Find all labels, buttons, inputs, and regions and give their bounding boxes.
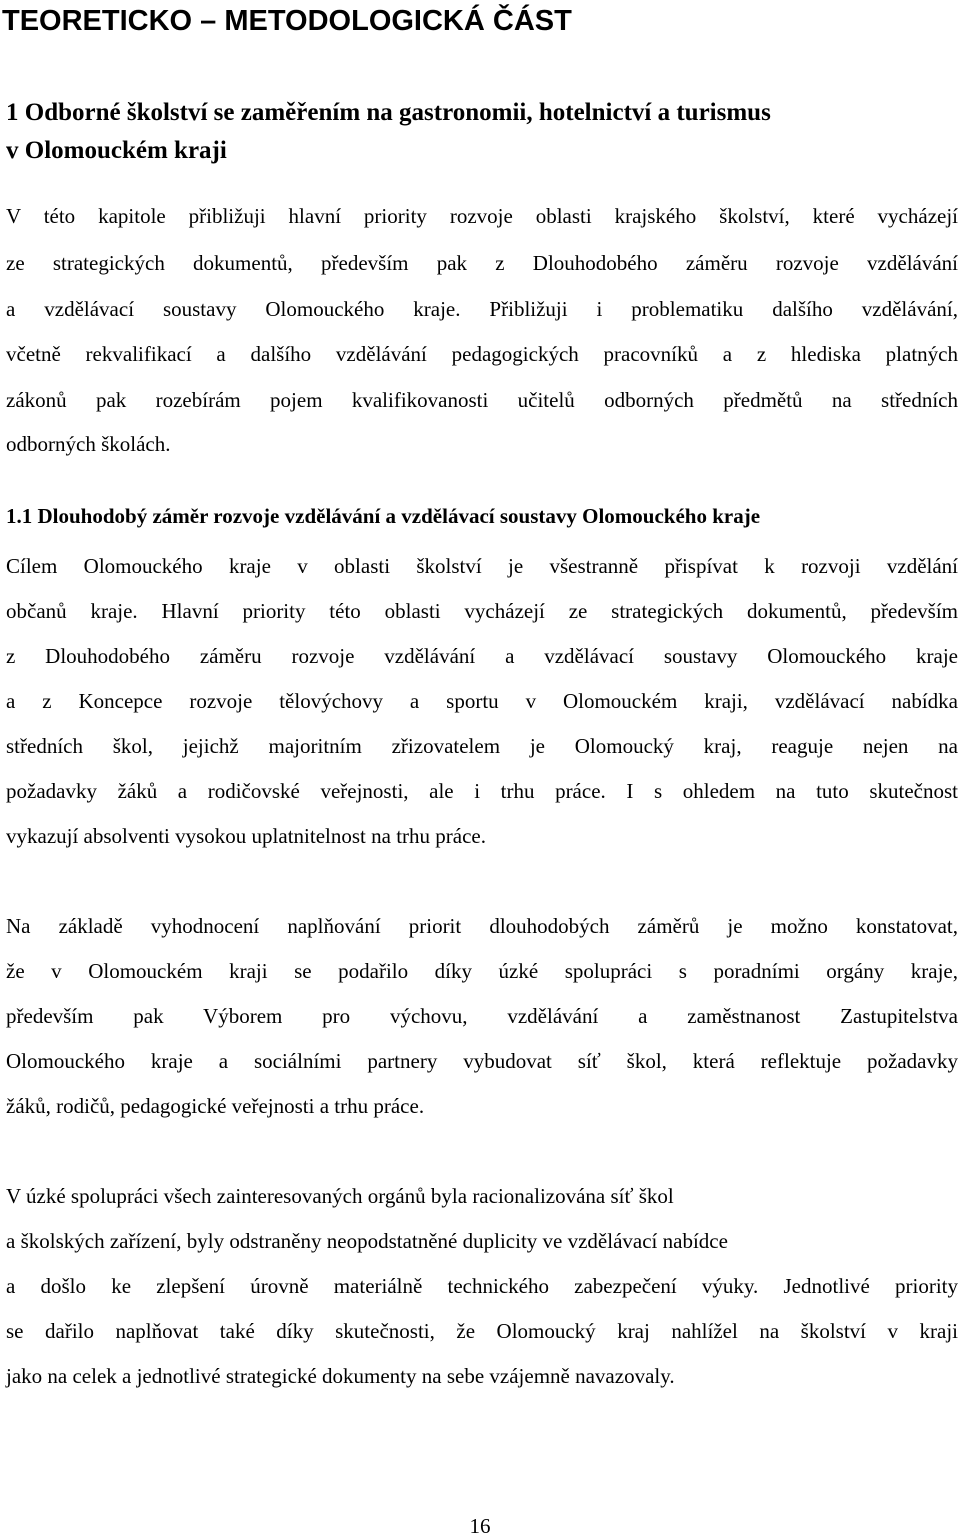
paragraph-line: se dařilo naplňovat také díky skutečnosti, že Olomoucký kraj nahlížel na školství v kraji bbox=[6, 1319, 958, 1343]
paragraph-line: z Dlouhodobého záměru rozvoje vzdělávání a vzdělávací soustavy Olomouckého kraje bbox=[6, 644, 958, 668]
paragraph-line: a školských zařízení, byly odstraněny neopodstatněné duplicity ve vzdělávací nabídce bbox=[6, 1229, 728, 1253]
paragraph-line: zákonů pak rozebírám pojem kvalifikovanosti učitelů odborných předmětů na středních bbox=[6, 388, 958, 412]
paragraph-line: žáků, rodičů, pedagogické veřejnosti a trhu práce. bbox=[6, 1094, 425, 1118]
paragraph-line: a došlo ke zlepšení úrovně materiálně technického zabezpečení výuky. Jednotlivé priority bbox=[6, 1274, 958, 1298]
paragraph-line: Olomouckého kraje a sociálními partnery vybudovat síť škol, která reflektuje požadavky bbox=[6, 1049, 958, 1073]
paragraph-line: středních škol, jejichž majoritním zřizovatelem je Olomoucký kraj, reaguje nejen na bbox=[6, 734, 958, 758]
paragraph-line: občanů kraje. Hlavní priority této oblasti vycházejí ze strategických dokumentů, především bbox=[6, 599, 958, 623]
paragraph-line: požadavky žáků a rodičovské veřejnosti, ale i trhu práce. I s ohledem na tuto skutečnost bbox=[6, 779, 958, 803]
paragraph-line: V úzké spolupráci všech zainteresovaných orgánů byla racionalizována síť škol bbox=[6, 1184, 674, 1208]
paragraph-line: a vzdělávací soustavy Olomouckého kraje. Přibližuji i problematiku dalšího vzdělávání, bbox=[6, 297, 958, 321]
chapter-title: TEORETICKO – METODOLOGICKÁ ČÁST bbox=[2, 5, 572, 37]
paragraph-line: V této kapitole přibližuji hlavní priority rozvoje oblasti krajského školství, které vycházejí bbox=[6, 204, 958, 228]
page-number: 16 bbox=[469, 1514, 491, 1538]
paragraph-line: vykazují absolventi vysokou uplatnitelnost na trhu práce. bbox=[6, 824, 486, 848]
section-1-title-line-1: 1 Odborné školství se zaměřením na gastronomii, hotelnictví a turismus bbox=[6, 99, 771, 126]
paragraph-line: především pak Výborem pro výchovu, vzdělávání a zaměstnanost Zastupitelstva bbox=[6, 1004, 958, 1028]
paragraph-line: ze strategických dokumentů, především pak z Dlouhodobého záměru rozvoje vzdělávání bbox=[6, 251, 958, 275]
section-1-1-title: 1.1 Dlouhodobý záměr rozvoje vzdělávání a vzdělávací soustavy Olomouckého kraje bbox=[6, 504, 761, 528]
paragraph-line: Cílem Olomouckého kraje v oblasti školství je všestranně přispívat k rozvoji vzdělání bbox=[6, 554, 958, 578]
paragraph-line: jako na celek a jednotlivé strategické dokumenty na sebe vzájemně navazovaly. bbox=[6, 1364, 675, 1388]
paragraph-line: a z Koncepce rozvoje tělovýchovy a sportu v Olomouckém kraji, vzdělávací nabídka bbox=[6, 689, 958, 713]
paragraph-line: odborných školách. bbox=[6, 432, 171, 456]
paragraph-line: Na základě vyhodnocení naplňování priorit dlouhodobých záměrů je možno konstatovat, bbox=[6, 914, 958, 938]
paragraph-line: že v Olomouckém kraji se podařilo díky úzké spolupráci s poradními orgány kraje, bbox=[6, 959, 958, 983]
paragraph-line: včetně rekvalifikací a dalšího vzdělávání pedagogických pracovníků a z hlediska platných bbox=[6, 342, 958, 366]
section-1-title-line-2: v Olomouckém kraji bbox=[6, 137, 227, 164]
